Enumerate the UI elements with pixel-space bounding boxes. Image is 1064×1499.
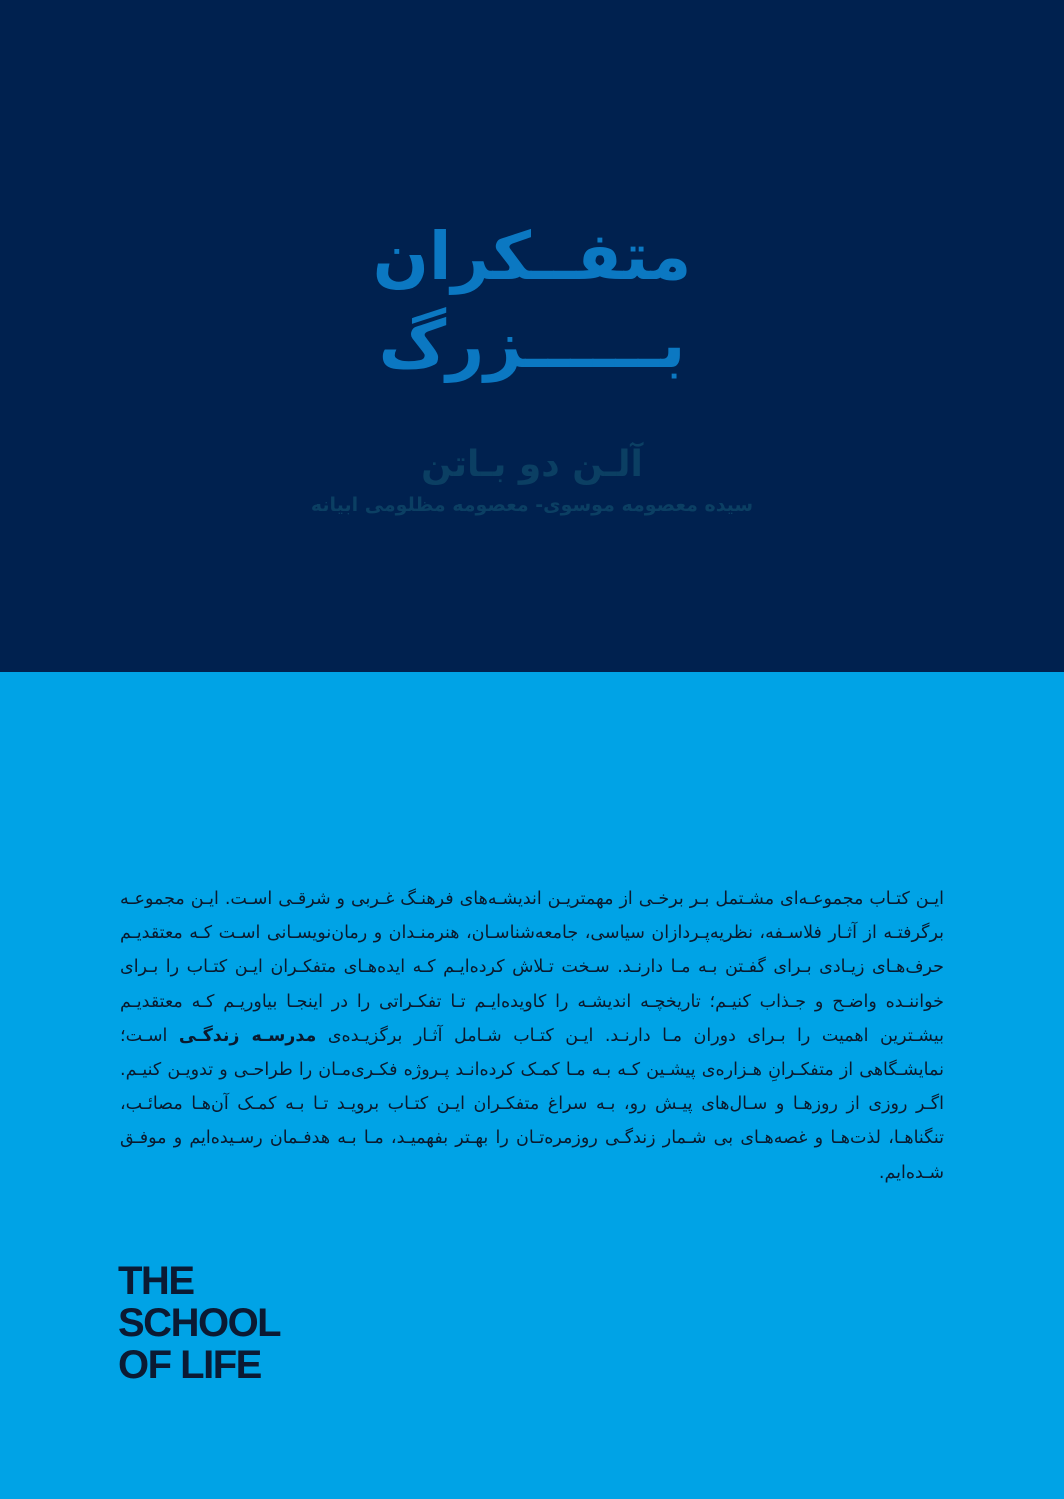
description-highlight: مدرسـه زندگـی — [178, 1025, 317, 1046]
logo-line-2: SCHOOL — [118, 1301, 281, 1345]
book-description — [120, 882, 944, 1190]
logo-line-3: OF LIFE — [118, 1343, 261, 1387]
description-text-1: ایـن کتـاب مجموعـه‌ای مشـتمل بـر برخـی از مهمتریـن اندیشـه‌های فرهنـگ غـربی و شرقـی اسـت. ایـن مجموعـه برگرفتـه از آثـار فلاسـفه، نظریه‌پـردازان سیاسی، جامعه‌شناسـان، هنرمنـدان و رمان‌نویسـانی اسـت کـه معتقدیـم حرف‌هـای زیـادی بـرای گفـتن بـه مـا دارنـد. سـخت تـلاش کرده‌ایـم کـه ایده‌هـای متفکـران ایـن کتـاب را بـرای خواننـده واضـح و جـذاب کنیـم؛ تاریخچـه اندیشـه را کاویده‌ایـم تـا تفکـراتی را در اینجـا بیاوریـم کـه معتقدیـم بیشـترین اهمیت را بـرای دوران مـا دارنـد. ایـن کتـاب شـامل آثـار برگزیـده‌ی — [120, 889, 944, 1046]
title-line-2: بــــــزرگ — [378, 306, 686, 383]
author-name: آلـن دو بـاتن — [421, 444, 643, 485]
cover-top-panel — [0, 0, 1064, 672]
logo-line-1: THE — [118, 1259, 194, 1303]
description-text-2: اسـت؛ نمایشـگاهی از متفکـرانِ هـزاره‌ی پیشـین کـه بـه مـا کمـک کرده‌انـد پـروژه فکـری‌مـان را طراحـی و تدویـن کنیـم. اگـر روزی از روزهـا و سـال‌های پیـش رو، بـه سراغ متفکـران ایـن کتـاب برویـد تـا بـه کمـک آن‌هـا مصائـب، تنگناهـا، لذت‌هـا و غصه‌هـای بی شـمار زندگـی روزمره‌تـان را بهـتر بفهمیـد، مـا بـه هدفـمان رسـیده‌ایم و موفـق شـده‌ایم. — [120, 1025, 944, 1183]
translators-names: سیده معصومه موسوی- معصومه مظلومی ابیانه — [310, 494, 754, 516]
title-line-1: متفــکران — [372, 218, 692, 295]
school-of-life-logo — [118, 1260, 318, 1386]
